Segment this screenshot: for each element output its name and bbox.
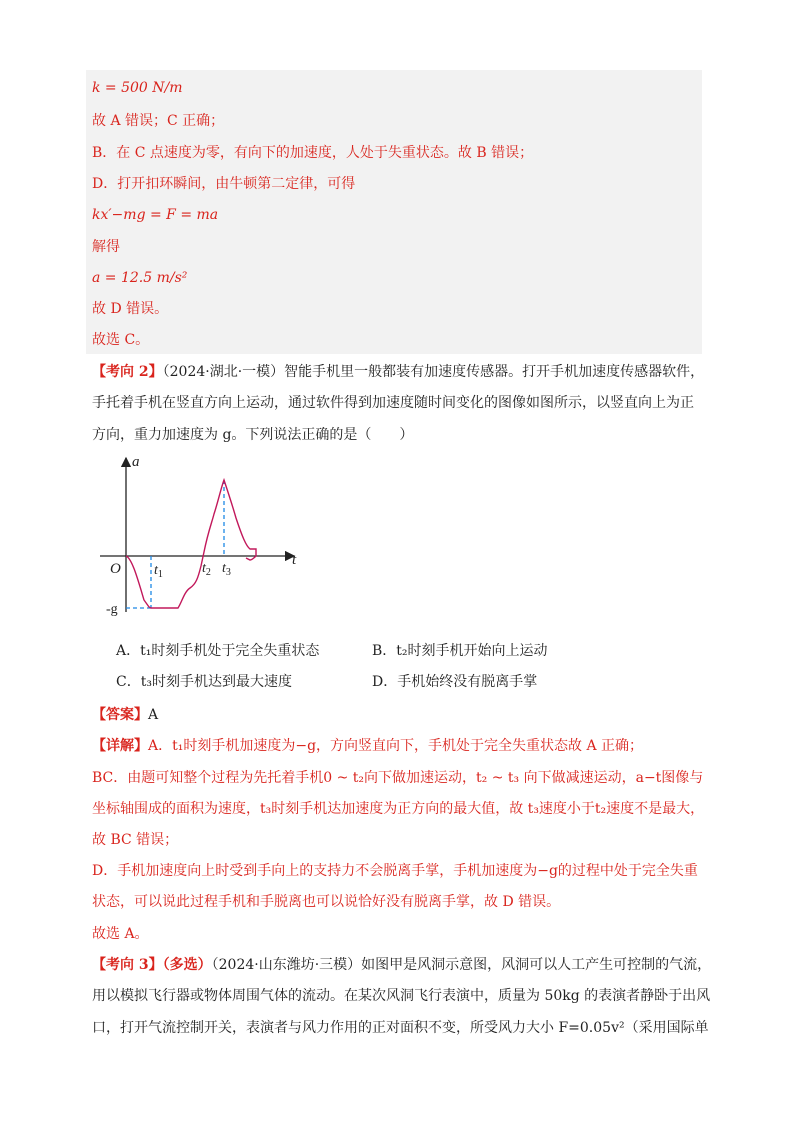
acceleration-time-graph (96, 452, 316, 622)
question-3-text-1: （2024·山东潍坊·三模）如图甲是风洞示意图，风洞可以人工产生可控制的气流， (211, 957, 712, 973)
t1-label: $t_1$ (154, 563, 163, 580)
x-axis-label: t (292, 552, 297, 568)
solution-line-3: B．在 C 点速度为零，有向下的加速度，人处于失重状态。故 B 错误； (92, 145, 534, 161)
origin-label: O (110, 561, 121, 577)
option-b[interactable]: B．t₂时刻手机开始向上运动 (372, 643, 548, 659)
y-axis-label: a (132, 454, 140, 470)
detail-line-7: 故选 A。 (92, 926, 149, 942)
solution-line-6: 解得 (92, 239, 120, 255)
question-2-tag: 【考向 2】 (92, 364, 163, 380)
answer-line (92, 705, 158, 725)
question-2-text-1: （2024·湖北·一模）智能手机里一般都装有加速度传感器。打开手机加速度传感器软件， (162, 364, 705, 380)
detail-line-4: 故 BC 错误； (92, 832, 179, 848)
detail-line-2: BC．由题可知整个过程为先托着手机0 ~ t₂向下做加速运动，t₂ ~ t₃ 向下做减速运动，a−t图像与 (92, 770, 704, 786)
solution-line-2: 故 A 错误；C 正确； (92, 113, 225, 129)
question-3-line-2: 用以模拟飞行器或物体周围气体的流动。在某次风洞飞行表演中，质量为 50kg 的表演者静卧于出风 (92, 988, 711, 1004)
detail-line-1 (92, 736, 643, 756)
solution-line-4: D．打开扣环瞬间，由牛顿第二定律，可得 (92, 176, 356, 192)
t3-label: $t_3$ (222, 561, 231, 578)
question-2-line-3: 方向，重力加速度为 g。下列说法正确的是（ ） (92, 427, 414, 443)
neg-g-label: -g (106, 602, 118, 617)
solution-line-5: kx′−mg = F = ma (92, 207, 219, 223)
answer-value: A (148, 707, 159, 723)
option-c[interactable]: C．t₃时刻手机达到最大速度 (116, 674, 292, 690)
detail-tag: 【详解】 (92, 738, 148, 754)
option-d[interactable]: D．手机始终没有脱离手掌 (372, 674, 538, 690)
question-3-line-3: 口，打开气流控制开关，表演者与风力作用的正对面积不变，所受风力大小 F=0.05v²（采用国际单 (92, 1020, 709, 1036)
answer-tag: 【答案】 (92, 707, 148, 723)
detail-line-6: 状态，可以说此过程手机和手脱离也可以说恰好没有脱离手掌，故 D 错误。 (92, 894, 561, 910)
question-3-tag: 【考向 3】（多选） (92, 957, 212, 973)
t2-label: $t_2$ (202, 561, 211, 578)
option-a[interactable]: A．t₁时刻手机处于完全失重状态 (116, 643, 320, 659)
detail-text-1: A．t₁时刻手机加速度为−g，方向竖直向下，手机处于完全失重状态故 A 正确； (148, 738, 644, 754)
question-2-line-1 (92, 362, 704, 382)
solution-line-8: 故 D 错误。 (92, 301, 169, 317)
acceleration-curve (126, 480, 256, 608)
question-3-line-1 (92, 955, 711, 975)
detail-line-3: 坐标轴围成的面积为速度，t₃时刻手机达加速度为正方向的最大值，故 t₃速度小于t₂速度不是最大， (92, 801, 705, 817)
solution-line-9: 故选 C。 (92, 332, 150, 348)
question-2-line-2: 手托着手机在竖直方向上运动，通过软件得到加速度随时间变化的图像如图所示，以竖直向上为正 (92, 395, 694, 411)
detail-line-5: D．手机加速度向上时受到手向上的支持力不会脱离手掌，手机加速度为−g的过程中处于完全失重 (92, 863, 698, 879)
solution-line-7: a = 12.5 m/s² (92, 270, 188, 286)
solution-line-1: k = 500 N/m (92, 80, 183, 96)
